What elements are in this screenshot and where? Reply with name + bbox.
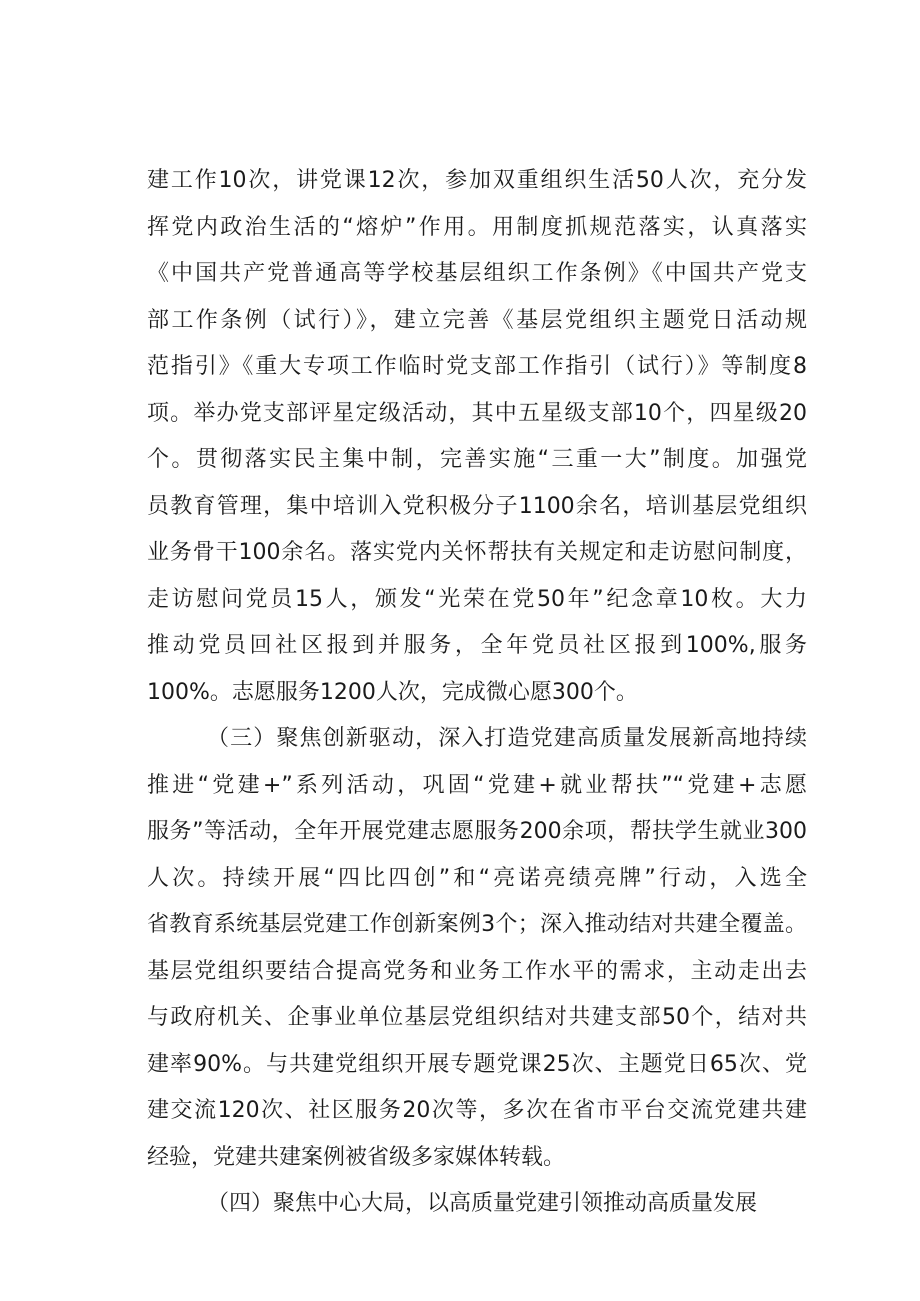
text-line: 推动党员回社区报到并服务，全年党员社区报到100%,服务: [147, 633, 807, 658]
text-line: 项。举办党支部评星定级活动，其中五星级支部10个，四星级20: [147, 400, 807, 426]
text-line: 建工作10次，讲党课12次，参加双重组织生活50人次，充分发: [147, 168, 807, 193]
text-line: 业务骨干100余名。落实党内关怀帮扶有关规定和走访慰问制度，: [147, 540, 807, 565]
text-line: 个。贯彻落实民主集中制，完善实施“三重一大”制度。加强党: [147, 447, 807, 472]
text-line: 100%。志愿服务1200人次，完成微心愿300个。: [147, 679, 638, 705]
text-line: 《中国共产党普通高等学校基层组织工作条例》《中国共产党支: [147, 261, 807, 286]
text-line: 建率90%。与共建党组织开展专题党课25次、主题党日65次、党: [147, 1051, 807, 1077]
text-line: 服务”等活动，全年开展党建志愿服务200余项，帮扶学生就业300: [147, 819, 807, 844]
paragraph-2: [147, 716, 807, 1181]
text-line: 范指引》《重大专项工作临时党支部工作指引（试行）》等制度8: [147, 354, 807, 379]
text-line: 省教育系统基层党建工作创新案例3个；深入推动结对共建全覆盖。: [147, 912, 807, 937]
text-line: 建交流120次、社区服务20次等，多次在省市平台交流党建共建: [147, 1098, 807, 1123]
text-line: 推进“党建+”系列活动，巩固“党建+就业帮扶”“党建+志愿: [147, 772, 807, 798]
text-line: 人次。持续开展“四比四创”和“亮诺亮绩亮牌”行动，入选全: [147, 865, 807, 891]
text-line: 经验，党建共建案例被省级多家媒体转载。: [147, 1144, 566, 1170]
paragraph-3: [147, 1181, 807, 1228]
text-line: 基层党组织要结合提高党务和业务工作水平的需求，主动走出去: [147, 958, 807, 984]
text-line: 部工作条例（试行）》，建立完善《基层党组织主题党日活动规: [147, 307, 807, 333]
section-heading-4: （四）聚焦中心大局，以高质量党建引领推动高质量发展: [207, 1191, 758, 1216]
text-line: 挥党内政治生活的“熔炉”作用。用制度抓规范落实，认真落实: [147, 214, 807, 240]
text-line: 走访慰问党员15人，颁发“光荣在党50年”纪念章10枚。大力: [147, 586, 807, 612]
section-heading-3: （三）聚焦创新驱动，深入打造党建高质量发展新高地持续: [207, 726, 807, 751]
body-text: [147, 158, 807, 1228]
text-line: 员教育管理，集中培训入党积极分子1100余名，培训基层党组织: [147, 493, 807, 519]
text-line: 与政府机关、企事业单位基层党组织结对共建支部50个，结对共: [147, 1005, 807, 1030]
paragraph-1: [147, 158, 807, 716]
